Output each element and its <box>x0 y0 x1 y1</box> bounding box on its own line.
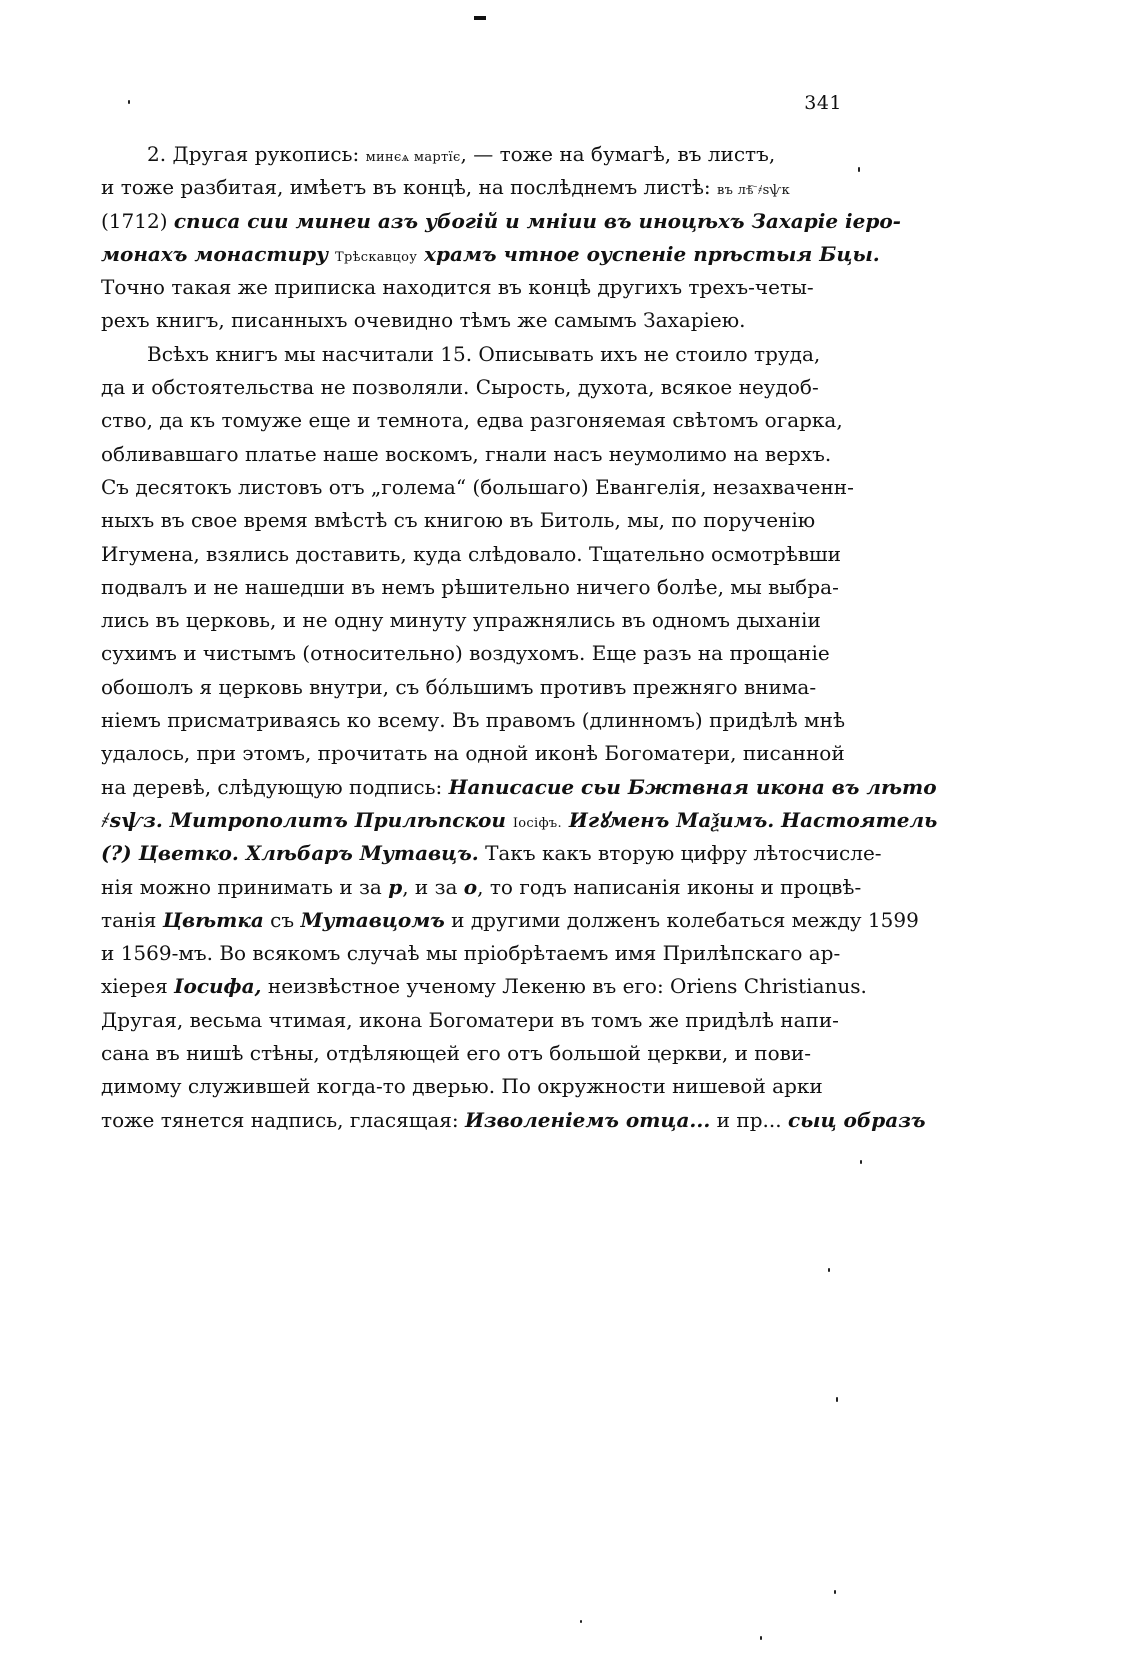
italic-quote: Іосифа, <box>174 974 262 999</box>
italic-quote: сыц образъ <box>787 1107 926 1132</box>
italic-quote: Написасие сьи Бжтвная икона въ лѣто <box>448 774 937 799</box>
text-run: ство, да къ томуже еще и темнота, едва разгоняемая свѣтомъ огарка, <box>101 408 843 433</box>
italic-quote: Игꙋменъ Маѯимъ. Настоятель <box>561 807 938 832</box>
italic-quote: Изволеніемъ отца... <box>464 1107 711 1132</box>
scan-speck <box>836 1397 838 1402</box>
text-run: димому служившей когда-то дверью. По окружности нишевой арки <box>101 1074 823 1099</box>
text-run: и другими долженъ колебаться между 1599 <box>444 907 919 932</box>
text-line <box>101 637 847 670</box>
text-line <box>101 970 867 1003</box>
text-run: хіерея <box>101 974 175 999</box>
church-slavonic-text: въ лѣ҇ ҂ѕѱк <box>717 183 791 199</box>
text-run: обошолъ я церковь внутри, съ бóльшимъ противъ прежняго внима- <box>101 674 817 699</box>
text-line <box>101 1104 926 1137</box>
text-line <box>101 304 847 337</box>
print-mark <box>474 16 486 20</box>
text-run: Игумена, взялись доставить, куда слѣдовало. Тщательно осмотрѣвши <box>101 541 841 566</box>
text-line <box>101 338 847 371</box>
text-run: неизвѣстное ученому Лекеню въ его: Oriens Christianus. <box>261 974 867 999</box>
text-line <box>101 438 847 471</box>
scan-speck <box>834 1590 836 1594</box>
body-text <box>101 138 938 1137</box>
text-run: обливавшаго платье наше воскомъ, гнали насъ неумолимо на верхъ. <box>101 441 832 466</box>
text-run: на деревѣ, слѣдующую подпись: <box>101 774 449 799</box>
scan-speck <box>828 1268 830 1272</box>
text-line <box>101 171 847 204</box>
text-line <box>101 904 919 937</box>
text-line <box>101 371 847 404</box>
text-line <box>101 404 847 437</box>
text-line <box>101 937 847 970</box>
text-run: Такъ какъ вторую цифру лѣтосчисле- <box>478 841 882 866</box>
text-line <box>101 704 847 737</box>
text-line <box>101 871 862 904</box>
text-run: сухимъ и чистымъ (относительно) воздухомъ. Еще разъ на прощаніе <box>101 641 830 666</box>
italic-quote: списа сии минеи азъ убогій и мнiии въ иноцѣхъ Захаріе іеро- <box>173 208 901 233</box>
text-line <box>101 771 937 804</box>
text-line <box>101 538 847 571</box>
text-run: Съ десятокъ листовъ отъ „голема“ (большаго) Евангелія, незахваченн- <box>101 474 854 499</box>
text-run: и 1569-мъ. Во всякомъ случаѣ мы пріобрѣтаемъ имя Прилѣпскаго ар- <box>101 941 841 966</box>
text-run: , то годъ написанія иконы и процвѣ- <box>477 874 862 899</box>
scan-speck <box>760 1636 762 1640</box>
text-line <box>101 604 847 637</box>
italic-quote: храмъ чтное оуспеніе прѣстыя Бцы. <box>417 241 880 266</box>
text-run: , — тоже на бумагѣ, въ листъ, <box>460 142 776 166</box>
text-run: (1712) <box>101 208 174 233</box>
text-line <box>101 804 938 837</box>
text-line <box>101 1004 847 1037</box>
church-slavonic-text: Іосіфъ. <box>512 815 562 831</box>
text-run: Другая, весьма чтимая, икона Богоматери въ томъ же придѣлѣ напи- <box>101 1007 839 1032</box>
text-run: Точно такая же приписка находится въ концѣ другихъ трехъ-четы- <box>101 275 814 300</box>
italic-quote: о <box>463 874 478 899</box>
text-line <box>101 671 847 704</box>
text-run: ніемъ присматриваясь ко всему. Въ правомъ (длинномъ) придѣлѣ мнѣ <box>101 708 846 733</box>
text-run: , и за <box>402 874 464 899</box>
text-run: танія <box>101 907 163 932</box>
text-line <box>101 1070 847 1103</box>
text-line <box>101 504 847 537</box>
scan-speck <box>128 100 130 104</box>
italic-quote: (?) Цветко. Хлѣбаръ Мутавцъ. <box>101 841 479 866</box>
scan-speck <box>580 1620 582 1623</box>
text-line <box>101 837 882 870</box>
text-run: и пр... <box>710 1107 788 1132</box>
text-line <box>101 471 854 504</box>
church-slavonic-text: минєѧ мартїє <box>365 150 461 165</box>
italic-quote: р <box>388 874 403 899</box>
italic-quote: монахъ монастиру <box>101 241 336 266</box>
church-slavonic-text: Трѣскавцоу <box>335 249 418 265</box>
text-line <box>101 205 901 238</box>
text-run: нія можно принимать и за <box>101 874 389 899</box>
text-run: подвалъ и не нашедши въ немъ рѣшительно ничего болѣе, мы выбра- <box>101 574 839 599</box>
italic-quote: Мутавцомъ <box>300 907 445 932</box>
scan-speck <box>860 1160 862 1164</box>
scan-speck <box>858 167 860 172</box>
text-run: съ <box>263 907 301 932</box>
text-run: да и обстоятельства не позволяли. Сырость, духота, всякое неудоб- <box>101 375 819 400</box>
text-run: ныхъ въ свое время вмѣстѣ съ книгою въ Битоль, мы, по порученію <box>101 508 816 533</box>
text-line <box>101 571 847 604</box>
text-line <box>101 1037 847 1070</box>
text-run: тоже тянется надпись, гласящая: <box>101 1107 465 1132</box>
text-run: лись въ церковь, и не одну минуту упражнялись въ одномъ дыханіи <box>101 608 821 633</box>
text-run: и тоже разбитая, имѣетъ въ концѣ, на послѣднемъ листѣ: <box>101 175 718 200</box>
text-run: сана въ нишѣ стѣны, отдѣляющей его отъ большой церкви, и пови- <box>101 1041 811 1066</box>
text-run: Всѣхъ книгъ мы насчитали 15. Описывать ихъ не стоило труда, <box>147 341 821 366</box>
text-line <box>101 138 847 171</box>
text-run: 2. Другая рукопись: <box>147 142 366 166</box>
text-line <box>101 737 847 770</box>
text-line <box>101 238 880 271</box>
text-run: рехъ книгъ, писанныхъ очевидно тѣмъ же самымъ Захаріею. <box>101 308 746 333</box>
italic-quote: Цвѣтка <box>162 907 264 932</box>
text-line <box>101 271 847 304</box>
italic-quote: ҂ѕѱз. Митрополитъ Прилѣпскои <box>101 807 513 832</box>
text-run: удалось, при этомъ, прочитать на одной иконѣ Богоматери, писанной <box>101 741 845 766</box>
page-number: 341 <box>804 92 842 114</box>
